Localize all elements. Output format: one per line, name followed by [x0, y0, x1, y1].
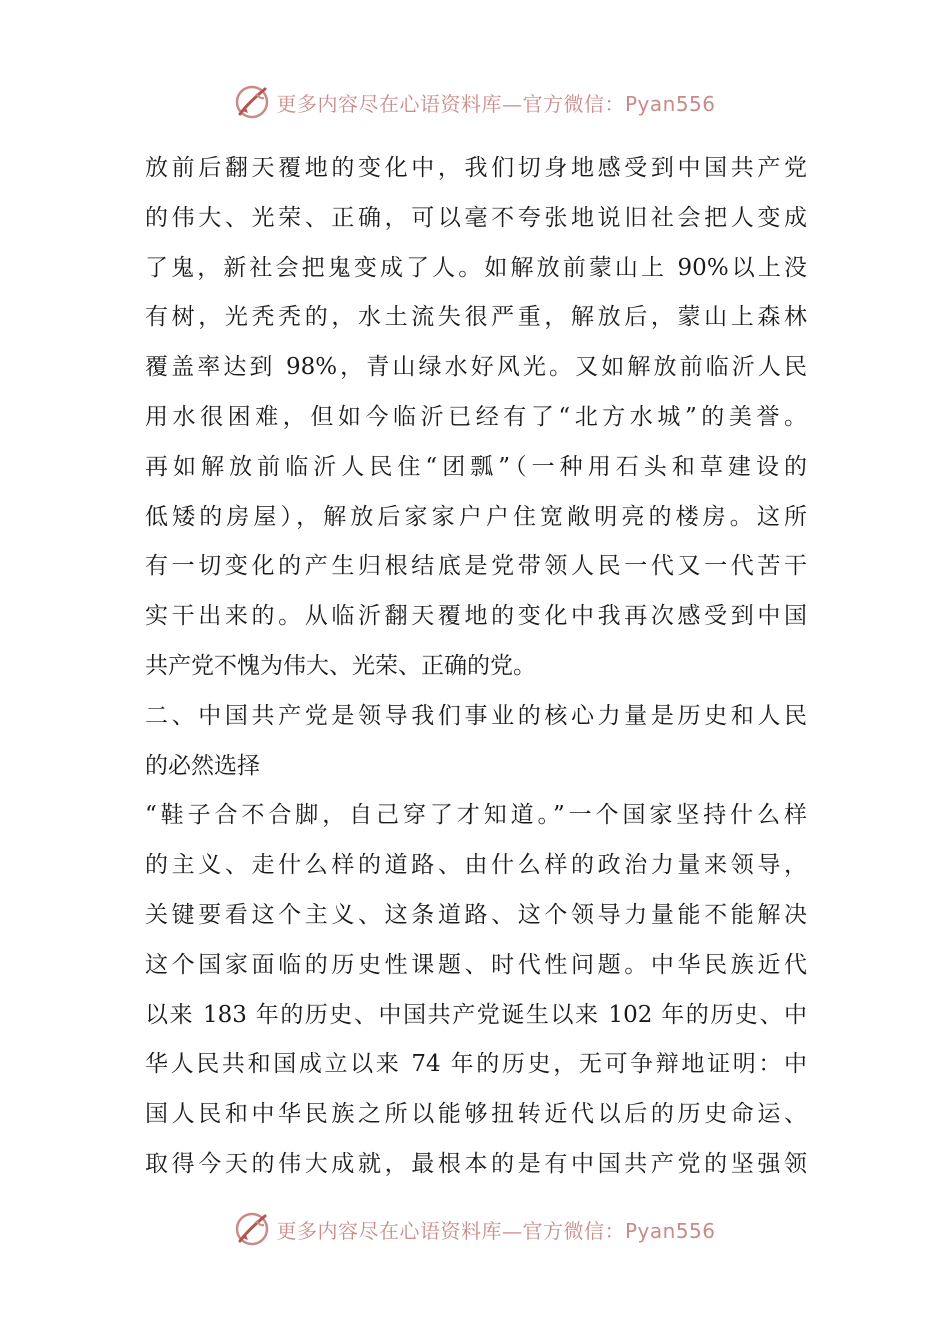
body-line: 的主义、走什么样的道路、由什么样的政治力量来领导，	[145, 852, 807, 879]
body-line: 有树，光秃秃的，水土流失很严重，解放后，蒙山上森林	[145, 304, 807, 331]
body-line: 低矮的房屋），解放后家家户户住宽敞明亮的楼房。这所	[145, 503, 807, 530]
body-line: 实干出来的。从临沂翻天覆地的变化中我再次感受到中国	[145, 603, 807, 630]
footer-banner-text: 更多内容尽在心语资料库—官方微信：Pyan556	[276, 1218, 716, 1243]
header-wechat-handle: Pyan556	[624, 91, 716, 116]
body-line: 了鬼，新社会把鬼变成了人。如解放前蒙山上 90%以上没	[145, 254, 807, 281]
body-line: 关键要看这个主义、这条道路、这个领导力量能不能解决	[145, 901, 807, 928]
body-line: 放前后翻天覆地的变化中，我们切身地感受到中国共产党	[145, 155, 807, 181]
body-line: 用水很困难，但如今临沂已经有了“北方水城”的美誉。	[145, 403, 807, 430]
body-line: 覆盖率达到 98%，青山绿水好风光。又如解放前临沂人民	[145, 354, 807, 381]
body-line: 以来 183 年的历史、中国共产党诞生以来 102 年的历史、中	[145, 1001, 807, 1028]
section-heading-line: 二、中国共产党是领导我们事业的核心力量是历史和人民	[145, 702, 807, 729]
pen-circle-logo-icon	[234, 84, 270, 120]
body-line: 的伟大、光荣、正确，可以毫不夸张地说旧社会把人变成	[145, 204, 807, 231]
section-heading-line: 的必然选择	[145, 752, 260, 779]
pen-circle-logo-icon	[234, 1211, 270, 1247]
body-line: 有一切变化的产生归根结底是党带领人民一代又一代苦干	[145, 553, 807, 580]
body-line: “鞋子合不合脚，自己穿了才知道。”一个国家坚持什么样	[145, 802, 807, 829]
document-body	[145, 144, 807, 1190]
header-banner-text: 更多内容尽在心语资料库—官方微信：Pyan556	[276, 91, 716, 116]
body-line: 国人民和中华民族之所以能够扭转近代以后的历史命运、	[145, 1101, 807, 1128]
footer-wechat-handle: Pyan556	[624, 1218, 716, 1243]
footer-banner	[0, 1207, 950, 1251]
body-line: 共产党不愧为伟大、光荣、正确的党。	[145, 652, 536, 679]
header-banner	[0, 80, 950, 124]
body-line: 再如解放前临沂人民住“团瓢”（一种用石头和草建设的	[145, 453, 807, 480]
body-line: 取得今天的伟大成就，最根本的是有中国共产党的坚强领	[145, 1150, 807, 1177]
body-line: 华人民共和国成立以来 74 年的历史，无可争辩地证明：中	[145, 1051, 807, 1078]
body-line: 这个国家面临的历史性课题、时代性问题。中华民族近代	[145, 951, 807, 978]
